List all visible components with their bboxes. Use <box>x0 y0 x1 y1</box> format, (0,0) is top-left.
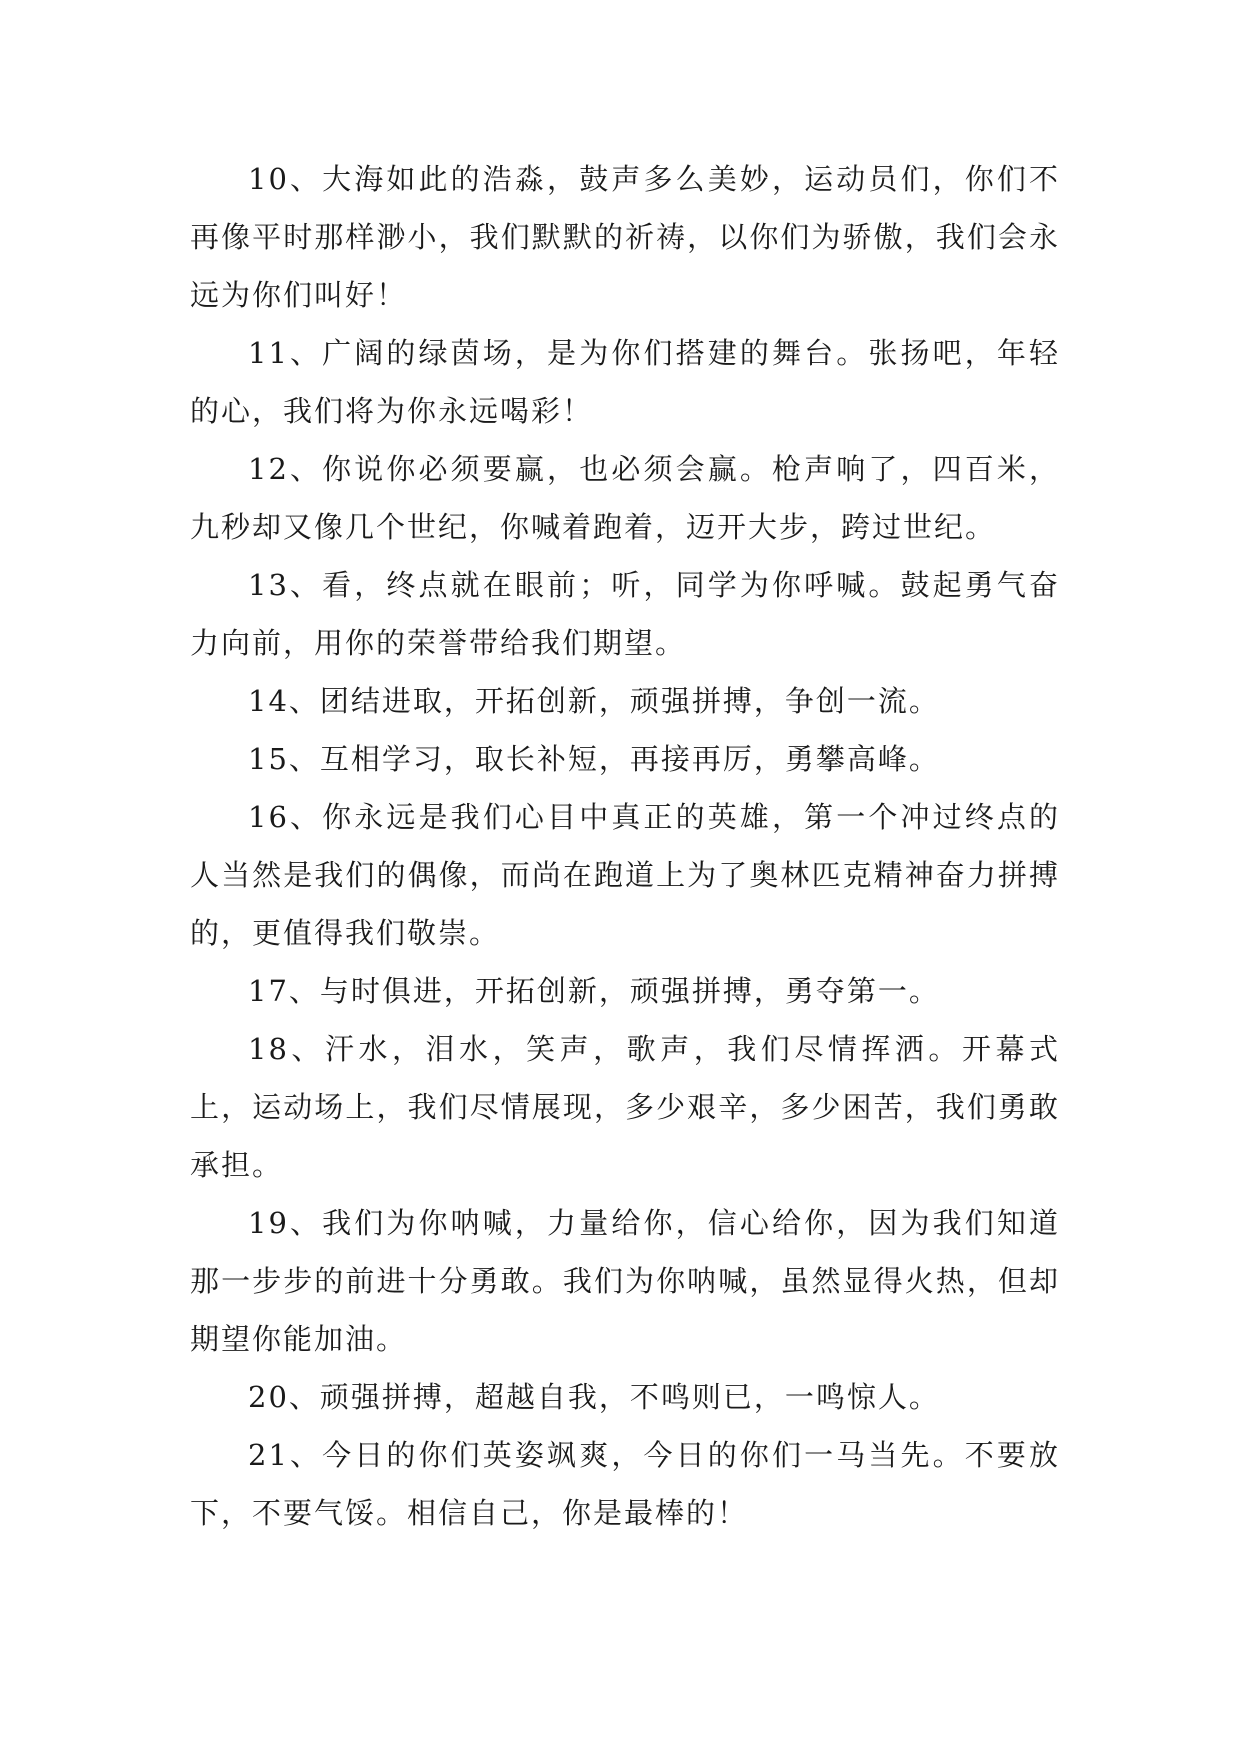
paragraph-20: 20、顽强拼搏，超越自我，不鸣则已，一鸣惊人。 <box>248 1380 940 1414</box>
paragraph-19: 19、我们为你呐喊，力量给你，信心给你，因为我们知道那一步步的前进十分勇敢。我们为你呐喊，虽然显得火热，但却期望你能加油。 <box>190 1206 1060 1356</box>
paragraph-15: 15、互相学习，取长补短，再接再厉，勇攀高峰。 <box>248 742 940 776</box>
paragraph-13: 13、看，终点就在眼前；听，同学为你呼喊。鼓起勇气奋力向前，用你的荣誉带给我们期望。 <box>190 568 1060 660</box>
paragraph-18: 18、汗水，泪水，笑声，歌声，我们尽情挥洒。开幕式上，运动场上，我们尽情展现，多少艰辛，多少困苦，我们勇敢承担。 <box>190 1032 1060 1182</box>
paragraph-17: 17、与时俱进，开拓创新，顽强拼搏，勇夺第一。 <box>248 974 940 1008</box>
paragraph-11: 11、广阔的绿茵场，是为你们搭建的舞台。张扬吧，年轻的心，我们将为你永远喝彩！ <box>190 336 1060 428</box>
paragraph-21: 21、今日的你们英姿飒爽，今日的你们一马当先。不要放下，不要气馁。相信自己，你是最棒的！ <box>190 1438 1060 1530</box>
paragraph-12: 12、你说你必须要赢，也必须会赢。枪声响了，四百米，九秒却又像几个世纪，你喊着跑着，迈开大步，跨过世纪。 <box>190 452 1060 544</box>
paragraph-10: 10、大海如此的浩淼，鼓声多么美妙，运动员们，你们不再像平时那样渺小，我们默默的祈祷，以你们为骄傲，我们会永远为你们叫好！ <box>190 162 1060 312</box>
paragraph-14: 14、团结进取，开拓创新，顽强拼搏，争创一流。 <box>248 684 940 718</box>
paragraph-16: 16、你永远是我们心目中真正的英雄，第一个冲过终点的人当然是我们的偶像，而尚在跑道上为了奥林匹克精神奋力拼搏的，更值得我们敬崇。 <box>190 800 1060 950</box>
document-body <box>190 150 1060 1542</box>
